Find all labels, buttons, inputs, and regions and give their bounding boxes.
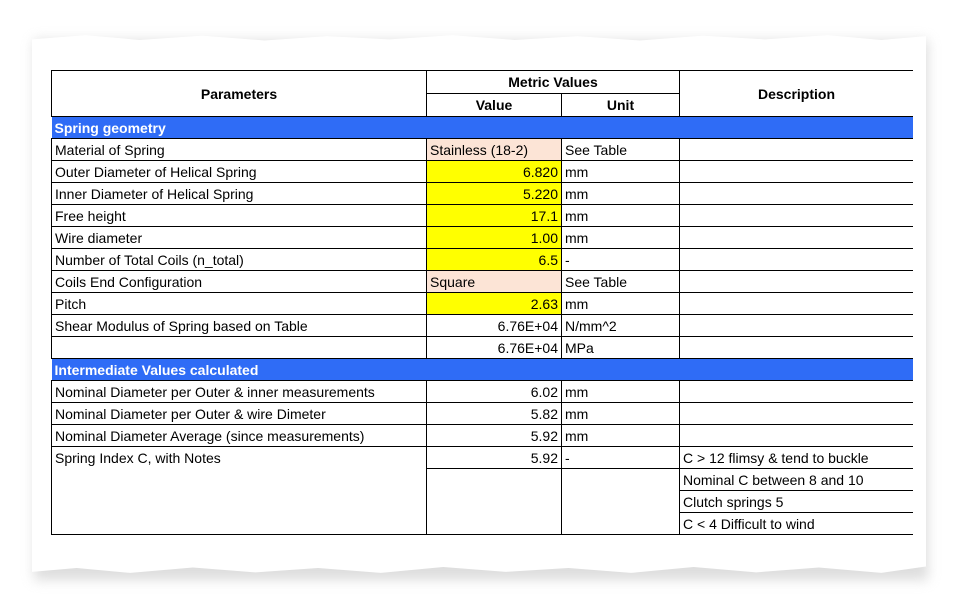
param-cell: Nominal Diameter per Outer & inner measurements (52, 381, 427, 403)
value-cell[interactable]: 2.63 (427, 293, 562, 315)
table-row (52, 425, 914, 447)
value-cell[interactable]: 1.00 (427, 227, 562, 249)
param-cell: Number of Total Coils (n_total) (52, 249, 427, 271)
value-cell[interactable]: 17.1 (427, 205, 562, 227)
desc-cell (680, 183, 914, 205)
note-cell: Nominal C between 8 and 10 (680, 469, 914, 491)
table-row (52, 447, 914, 469)
header-value: Value (427, 94, 562, 117)
table-row (52, 161, 914, 183)
desc-cell: C > 12 flimsy & tend to buckle (680, 447, 914, 469)
unit-cell: mm (562, 425, 680, 447)
table-row (52, 271, 914, 293)
desc-cell (680, 381, 914, 403)
unit-cell-empty (562, 469, 680, 491)
param-cell: Coils End Configuration (52, 271, 427, 293)
unit-cell: N/mm^2 (562, 315, 680, 337)
param-cell: Free height (52, 205, 427, 227)
table-row (52, 205, 914, 227)
desc-cell (680, 337, 914, 359)
value-cell[interactable]: Stainless (18-2) (427, 139, 562, 161)
desc-cell (680, 315, 914, 337)
unit-cell: mm (562, 205, 680, 227)
table-row (52, 403, 914, 425)
param-cell: Shear Modulus of Spring based on Table (52, 315, 427, 337)
value-cell: 6.76E+04 (427, 337, 562, 359)
header-metric-values: Metric Values (427, 71, 680, 94)
table-row (52, 227, 914, 249)
unit-cell: - (562, 249, 680, 271)
header-parameters: Parameters (52, 71, 427, 117)
header-unit: Unit (562, 94, 680, 117)
unit-cell-empty (562, 513, 680, 535)
unit-cell: See Table (562, 271, 680, 293)
desc-cell (680, 161, 914, 183)
param-cell-empty (52, 513, 427, 535)
desc-cell (680, 293, 914, 315)
param-cell: Nominal Diameter per Outer & wire Dimeter (52, 403, 427, 425)
param-cell: Nominal Diameter Average (since measurements) (52, 425, 427, 447)
param-cell: Inner Diameter of Helical Spring (52, 183, 427, 205)
table-row (52, 469, 914, 491)
note-cell: C < 4 Difficult to wind (680, 513, 914, 535)
table-row (52, 491, 914, 513)
desc-cell (680, 249, 914, 271)
desc-cell (680, 205, 914, 227)
desc-cell (680, 271, 914, 293)
value-cell[interactable]: Square (427, 271, 562, 293)
param-cell: Wire diameter (52, 227, 427, 249)
section-title: Intermediate Values calculated (52, 359, 914, 381)
table-row (52, 293, 914, 315)
value-cell: 5.92 (427, 447, 562, 469)
value-cell: 5.82 (427, 403, 562, 425)
value-cell: 5.92 (427, 425, 562, 447)
value-cell[interactable]: 6.5 (427, 249, 562, 271)
unit-cell: mm (562, 227, 680, 249)
desc-cell (680, 403, 914, 425)
desc-cell (680, 425, 914, 447)
header-description: Description (680, 71, 914, 117)
param-cell: Material of Spring (52, 139, 427, 161)
unit-cell: mm (562, 381, 680, 403)
param-cell: Outer Diameter of Helical Spring (52, 161, 427, 183)
value-cell: 6.02 (427, 381, 562, 403)
value-cell-empty (427, 491, 562, 513)
value-cell[interactable]: 6.820 (427, 161, 562, 183)
table-row (52, 315, 914, 337)
desc-cell (680, 139, 914, 161)
unit-cell-empty (562, 491, 680, 513)
unit-cell: mm (562, 161, 680, 183)
table-row (52, 139, 914, 161)
value-cell-empty (427, 469, 562, 491)
param-cell-empty (52, 491, 427, 513)
desc-cell (680, 227, 914, 249)
value-cell[interactable]: 5.220 (427, 183, 562, 205)
spreadsheet (51, 70, 913, 546)
unit-cell: mm (562, 293, 680, 315)
param-cell-empty (52, 469, 427, 491)
section-spring-geometry (52, 117, 914, 139)
table-row (52, 337, 914, 359)
param-cell: Spring Index C, with Notes (52, 447, 427, 469)
unit-cell: mm (562, 183, 680, 205)
value-cell: 6.76E+04 (427, 315, 562, 337)
section-intermediate-values (52, 359, 914, 381)
table-row (52, 513, 914, 535)
param-cell: Pitch (52, 293, 427, 315)
unit-cell: - (562, 447, 680, 469)
table-row (52, 381, 914, 403)
table-row (52, 249, 914, 271)
spring-parameters-table (51, 70, 913, 535)
unit-cell: mm (562, 403, 680, 425)
value-cell-empty (427, 513, 562, 535)
unit-cell: See Table (562, 139, 680, 161)
section-title: Spring geometry (52, 117, 914, 139)
note-cell: Clutch springs 5 (680, 491, 914, 513)
table-row (52, 183, 914, 205)
param-cell (52, 337, 427, 359)
unit-cell: MPa (562, 337, 680, 359)
